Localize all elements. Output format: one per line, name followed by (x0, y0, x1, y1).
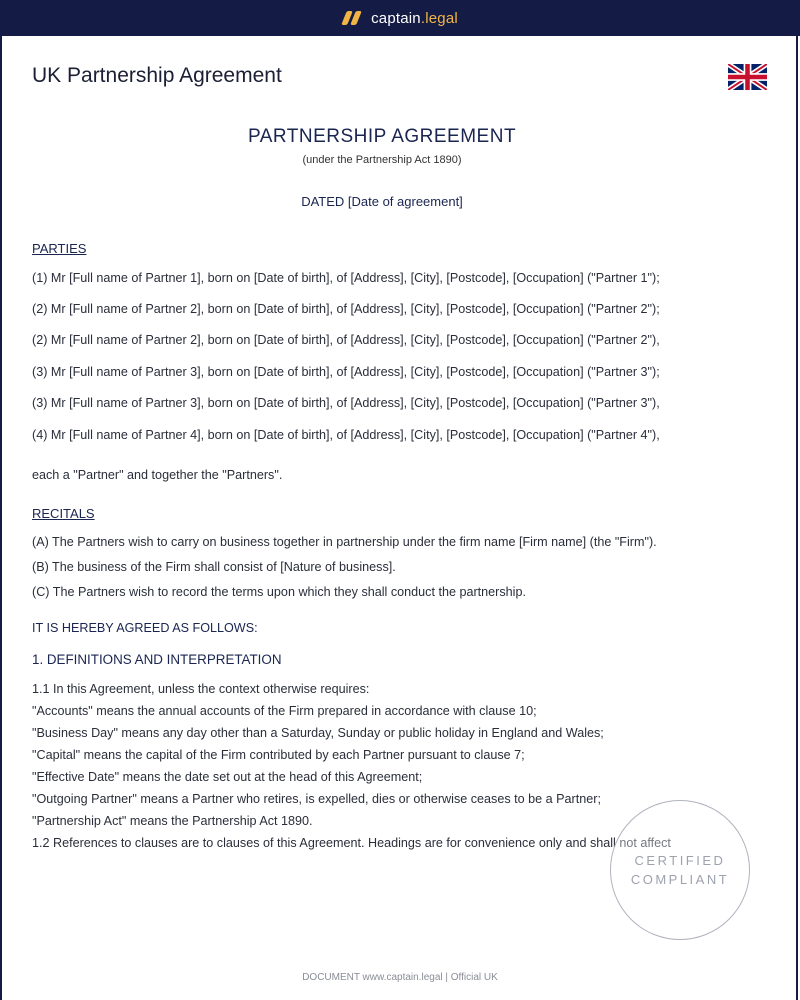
definition-item: "Outgoing Partner" means a Partner who retires, is expelled, dies or otherwise ceases to be a Partner; (32, 792, 601, 807)
brand-logo[interactable] (342, 10, 458, 27)
partners-definition: each a "Partner" and together the "Partners". (32, 468, 283, 482)
recitals-heading: RECITALS (32, 506, 95, 521)
party-item: (2) Mr [Full name of Partner 2], born on [Date of birth], of [Address], [City], [Postcode], [Occupation] ("Partner 2"); (32, 302, 660, 316)
party-item: (4) Mr [Full name of Partner 4], born on [Date of birth], of [Address], [City], [Postcode], [Occupation] ("Partner 4"), (32, 428, 660, 442)
dated-line: DATED [Date of agreement] (301, 194, 463, 209)
page-title: UK Partnership Agreement (32, 64, 282, 87)
party-item: (3) Mr [Full name of Partner 3], born on [Date of birth], of [Address], [City], [Postcode], [Occupation] ("Partner 3"); (32, 365, 660, 379)
uk-flag-icon (728, 64, 767, 90)
stamp-line-2: COMPLIANT (630, 872, 730, 887)
definition-item: "Partnership Act" means the Partnership Act 1890. (32, 814, 313, 829)
definition-item: "Effective Date" means the date set out at the head of this Agreement; (32, 770, 423, 785)
document-subtitle: (under the Partnership Act 1890) (302, 154, 462, 166)
brand-name: captain.legal (371, 9, 458, 27)
footer: DOCUMENT www.captain.legal | Official UK (302, 972, 498, 983)
recital-item: (C) The Partners wish to record the terms upon which they shall conduct the partnership. (32, 585, 526, 599)
party-item: (2) Mr [Full name of Partner 2], born on [Date of birth], of [Address], [City], [Postcode], [Occupation] ("Partner 2"), (32, 333, 660, 347)
document-title: PARTNERSHIP AGREEMENT (247, 126, 517, 147)
logo-icon (342, 10, 362, 26)
definitions-heading: 1. DEFINITIONS AND INTERPRETATION (32, 652, 282, 667)
stamp-line-1: CERTIFIED (634, 853, 726, 868)
party-item: (1) Mr [Full name of Partner 1], born on [Date of birth], of [Address], [City], [Postcode], [Occupation] ("Partner 1"); (32, 271, 660, 285)
party-item: (3) Mr [Full name of Partner 3], born on [Date of birth], of [Address], [City], [Postcode], [Occupation] ("Partner 3"), (32, 396, 660, 410)
parties-heading: PARTIES (32, 241, 87, 256)
clause-1-2: 1.2 References to clauses are to clauses of this Agreement. Headings are for convenience only and shall not affect (32, 836, 671, 851)
definition-item: "Capital" means the capital of the Firm contributed by each Partner pursuant to clause 7; (32, 748, 525, 763)
definitions-intro: 1.1 In this Agreement, unless the context otherwise requires: (32, 682, 370, 697)
recital-item: (A) The Partners wish to carry on business together in partnership under the firm name [Firm name] (the "Firm"). (32, 535, 657, 549)
top-bar (0, 0, 800, 36)
definition-item: "Business Day" means any day other than a Saturday, Sunday or public holiday in England and Wales; (32, 726, 604, 741)
recital-item: (B) The business of the Firm shall consist of [Nature of business]. (32, 560, 396, 574)
agreed-statement: IT IS HEREBY AGREED AS FOLLOWS: (32, 621, 258, 635)
definition-item: "Accounts" means the annual accounts of the Firm prepared in accordance with clause 10; (32, 704, 537, 719)
certified-compliant-stamp (610, 800, 750, 940)
